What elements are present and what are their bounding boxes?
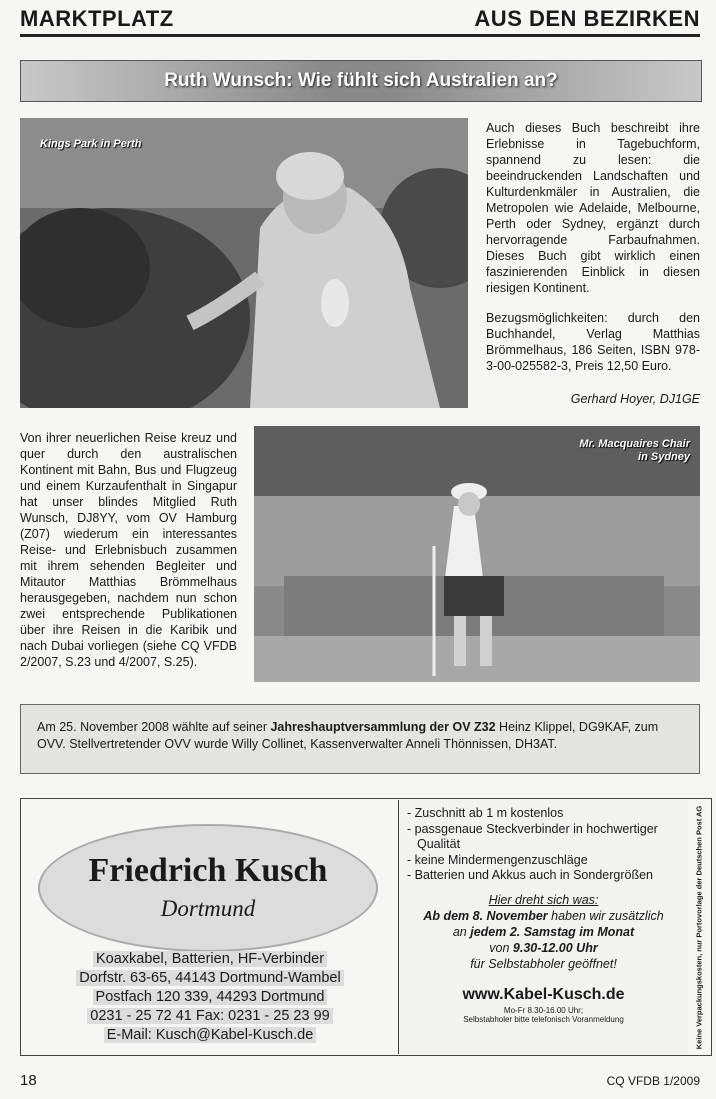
feature-item: - keine Mindermengenzuschläge: [407, 853, 680, 869]
feature-item: - Batterien und Akkus auch in Sondergrößen: [407, 868, 680, 884]
news-text: an: [452, 924, 471, 939]
feature-list: [407, 806, 680, 884]
news-text: von: [489, 940, 513, 955]
article-paragraph: Von ihrer neuerlichen Reise kreuz und quer durch den australischen Kontinent mit Bahn, Bus und Flugzeug und einem Kurzaufenthalt in Singapur hat unser blindes Mitglied Ruth Wunsch, DJ8YY, vom OV Hamburg (Z07) wiederum ein interessantes Reise- und Erlebnisbuch zusammen mit ihrem sehenden Begleiter und Mitautor Matthias Brömmelhaus herausgegeben, nachdem nun schon zwei entsprechende Publikationen über ihre Reisen in die Karibik und nach Dubai vorliegen (siehe CQ VFDB 2/2007, S.23 und 4/2007, S.25).: [20, 431, 237, 669]
review-author: Gerhard Hoyer, DJ1GE: [570, 392, 700, 406]
address-line: Postfach 120 339, 44293 Dortmund: [93, 989, 328, 1005]
ad-feature-box: [398, 800, 688, 1054]
ad-side-note: [688, 800, 710, 1054]
notice-bold: Jahreshauptversammlung der OV Z32: [270, 720, 496, 734]
photo-macquaires-chair-image: [254, 426, 700, 682]
news-heading: Hier dreht sich was:: [488, 892, 599, 907]
news-text: für Selbstabholer geöffnet!: [470, 956, 617, 971]
photo-macquaires-chair: [254, 426, 700, 682]
photo-caption-line: in Sydney: [638, 451, 690, 463]
photo-kings-park-image: [20, 118, 468, 408]
news-bold: 9.30-12.00 Uhr: [512, 940, 598, 955]
photo-caption-line: Mr. Macquaires Chair: [579, 438, 690, 450]
address-line: Koaxkabel, Batterien, HF-Verbinder: [93, 951, 327, 967]
email-line: E-Mail: Kusch@Kabel-Kusch.de: [104, 1027, 317, 1043]
news-block: [407, 892, 680, 972]
company-city: Dortmund: [160, 896, 256, 921]
issue-label: CQ VFDB 1/2009: [606, 1074, 700, 1088]
address-line: Dorfstr. 63-65, 44143 Dortmund-Wambel: [76, 970, 343, 986]
news-text: haben wir zusätzlich: [547, 908, 664, 923]
side-note-text: Keine Verpackungskosten, nur Portovorlage der Deutschen Post AG: [694, 805, 704, 1049]
feature-item: - Zuschnitt ab 1 m kostenlos: [407, 806, 680, 822]
phone-line: 0231 - 25 72 41 Fax: 0231 - 25 23 99: [87, 1008, 332, 1024]
article-title: Ruth Wunsch: Wie fühlt sich Australien an?: [164, 70, 558, 91]
photo-caption: Kings Park in Perth: [40, 138, 142, 150]
notice-box: [20, 704, 700, 774]
section-title-left: MARKTPLATZ: [20, 6, 174, 31]
section-title-right: AUS DEN BEZIRKEN: [474, 6, 700, 31]
notice-text: Heinz Klippel, DG9KAF, zum OVV. Stellvertretender OVV wurde Willy Collinet, Kassenverwalter Anneli Thönnissen, DH3AT.: [37, 720, 659, 751]
header-rule: [20, 34, 700, 37]
company-address: [40, 950, 380, 1045]
review-paragraph: Auch dieses Buch beschreibt ihre Erlebnisse in Tagebuchform, spannend zu lesen: die beeindruckenden Landschaften und Kulturdenkmäler in Australien, die Metropolen wie Adelaide, Melbourne, Perth oder Sydney, ergänzt durch hervorragende Farbaufnahmen. Dieses Buch gibt wirklich einen faszinierenden Einblick in diesen riesigen Kontinent.: [486, 121, 700, 295]
opening-hours-note: Selbstabholer bitte telefonisch Voranmeldung: [463, 1014, 624, 1024]
photo-kings-park: [20, 118, 468, 408]
notice-text: Am 25. November 2008 wählte auf seiner: [37, 720, 271, 734]
news-bold: Ab dem 8. November: [423, 908, 548, 923]
feature-item: - passgenaue Steckverbinder in hochwertiger Qualität: [407, 822, 680, 853]
availability-paragraph: Bezugsmöglichkeiten: durch den Buchhandel, Verlag Matthias Brömmelhaus, 186 Seiten, ISBN 978-3-00-025582-3, Preis 12,50 Euro.: [486, 311, 700, 373]
company-name: Friedrich Kusch: [88, 852, 328, 889]
news-bold: jedem 2. Samstag im Monat: [470, 924, 635, 939]
opening-hours: Mo-Fr 8.30-16.00 Uhr;: [503, 1005, 584, 1015]
photo-caption: [579, 438, 690, 464]
website-link[interactable]: www.Kabel-Kusch.de: [462, 985, 625, 1003]
page-number: 18: [20, 1072, 37, 1089]
article-banner: [20, 60, 702, 102]
